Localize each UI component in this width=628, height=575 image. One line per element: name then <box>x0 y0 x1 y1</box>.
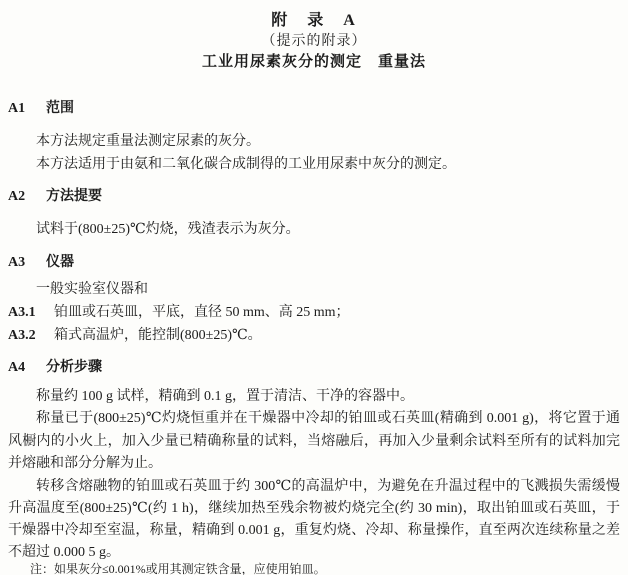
appendix-subtitle: （提示的附录） <box>261 34 367 49</box>
section-a1 <box>8 100 620 176</box>
section-a4-heading <box>8 359 620 377</box>
section-a3 <box>8 254 620 347</box>
apparatus-item-number: A3.1 <box>8 305 36 320</box>
section-a1-heading <box>8 100 620 118</box>
apparatus-item <box>8 324 620 347</box>
section-a2-paragraph: 试料于(800±25)℃灼烧，残渣表示为灰分。 <box>36 222 300 237</box>
document-title: 工业用尿素灰分的测定 重量法 <box>201 54 426 70</box>
apparatus-item-text: 铂皿或石英皿，平底，直径 50 mm、高 25 mm； <box>54 305 350 320</box>
section-a4-paragraph: 转移含熔融物的铂皿或石英皿于约 300℃的高温炉中，为避免在升温过程中的飞溅损失需缓慢升高温度至(800±25)℃(约 1 h)，继续加热至残余物被灼烧完全(约 30 min)，取出铂皿或石英皿，于干燥器中冷却至室温，称量，精确到 0.001 g，重复灼烧、冷却、称量操作，直至两次连续称量之差不超过 0.000 5 g。 <box>8 478 620 560</box>
section-a4-paragraph: 称量已于(800±25)℃灼烧恒重并在干燥器中冷却的铂皿或石英皿(精确到 0.001 g)，将它置于通风橱内的小火上，加入少量已精确称量的试料，当熔融后，再加入少量剩余试料至所有的试料加完并熔融和部分分解为止。 <box>8 411 620 471</box>
section-a3-heading <box>8 254 620 272</box>
section-a2-number: A2 <box>8 189 26 204</box>
section-a4-paragraph: 称量约 100 g 试样，精确到 0.1 g，置于清洁、干净的容器中。 <box>36 389 414 404</box>
section-a4-title: 分析步骤 <box>46 360 102 375</box>
section-a4 <box>8 359 620 564</box>
footnote: 注：如果灰分≤0.001%或用其测定铁含量，应使用铂皿。 <box>30 561 326 575</box>
apparatus-item <box>8 301 620 324</box>
section-a1-paragraph: 本方法规定重量法测定尿素的灰分。 <box>36 134 260 149</box>
apparatus-item-number: A3.2 <box>8 328 36 343</box>
section-a1-number: A1 <box>8 101 26 116</box>
section-a2-title: 方法提要 <box>46 189 102 204</box>
title-block <box>8 0 620 72</box>
section-a3-intro: 一般实验室仪器和 <box>36 282 148 297</box>
apparatus-item-text: 箱式高温炉，能控制(800±25)℃。 <box>54 328 262 343</box>
section-a3-title: 仪器 <box>46 255 74 270</box>
appendix-title: 附 录 A <box>271 12 357 29</box>
section-a4-number: A4 <box>8 360 26 375</box>
section-a2 <box>8 188 620 241</box>
section-a2-heading <box>8 188 620 206</box>
section-a3-number: A3 <box>8 255 26 270</box>
section-a1-title: 范围 <box>46 101 74 116</box>
section-a1-paragraph: 本方法适用于由氨和二氧化碳合成制得的工业用尿素中灰分的测定。 <box>36 157 456 172</box>
